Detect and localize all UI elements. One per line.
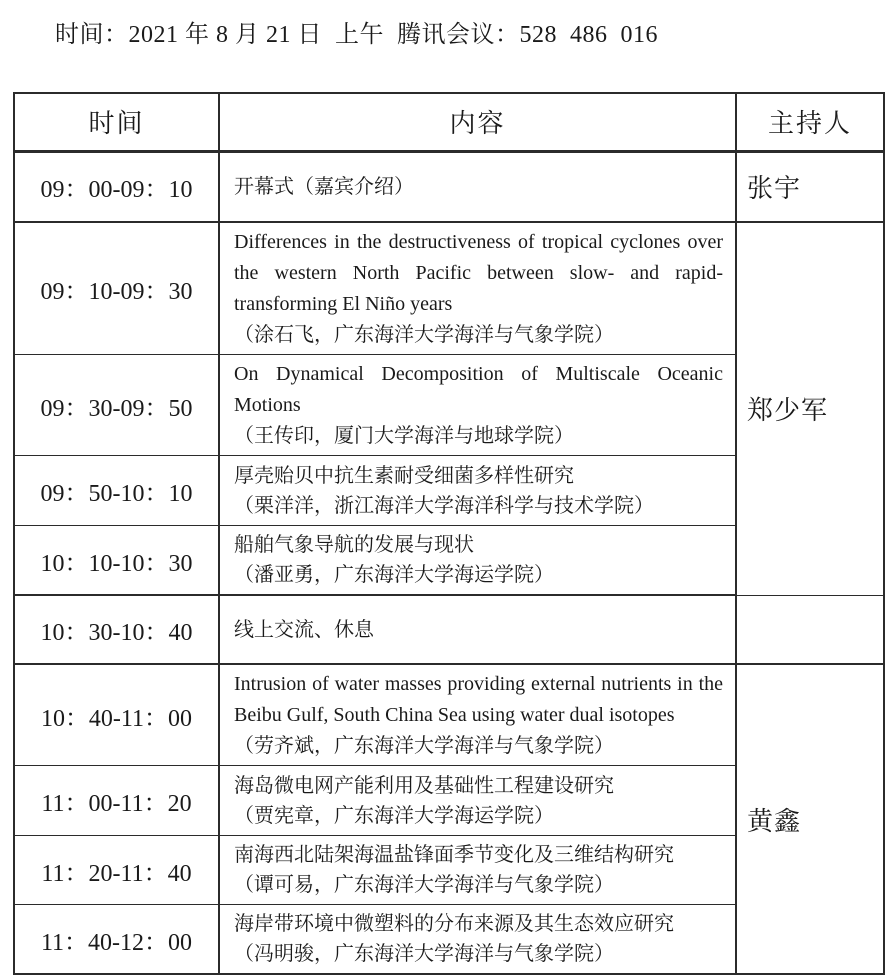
content-cell [219,905,736,975]
session-title: 南海西北陆架海温盐锋面季节变化及三维结构研究 [234,844,674,866]
document-page [0,20,895,972]
content-cell [219,355,736,456]
meeting-info-line: 时间：2021 年 8 月 21 日 上午 腾讯会议：528 486 016 [55,22,658,48]
time-cell: 09：50-10：10 [14,456,219,526]
session-speaker: （谭可易，广东海洋大学海洋与气象学院） [234,874,614,896]
content-cell [219,456,736,526]
header-content: 内容 [219,93,736,151]
table-row [14,222,884,355]
session-speaker: （涂石飞，广东海洋大学海洋与气象学院） [234,324,614,346]
time-cell: 09：00-09：10 [14,151,219,222]
time-cell: 11：00-11：20 [14,766,219,836]
host-cell: 郑少军 [736,222,884,595]
session-speaker: （栗洋洋，浙江海洋大学海洋科学与技术学院） [234,494,654,517]
schedule-table [13,92,885,975]
content-cell [219,836,736,905]
table-header-row [14,93,884,151]
content-cell [219,595,736,664]
session-speaker: （潘亚勇，广东海洋大学海运学院） [234,564,554,586]
content-cell [219,766,736,836]
session-speaker: （冯明骏，广东海洋大学海洋与气象学院） [234,943,614,965]
session-title: 海岸带环境中微塑料的分布来源及其生态效应研究 [234,913,674,935]
host-cell: 张宇 [736,151,884,222]
content-cell [219,526,736,596]
session-title: 厚壳贻贝中抗生素耐受细菌多样性研究 [234,464,574,487]
session-title: Intrusion of water masses providing external nutrients in the Beibu Gulf, South China Sea using water dual isotopes [234,673,723,726]
session-speaker: （贾宪章，广东海洋大学海运学院） [234,804,554,827]
time-cell: 11：40-12：00 [14,905,219,975]
session-title: Differences in the destructiveness of tropical cyclones over the western North Pacific between slow- and rapid-transforming El Niño years [234,231,723,315]
time-cell: 09：30-09：50 [14,355,219,456]
content-cell [219,664,736,766]
header-time: 时间 [14,93,219,151]
content-cell [219,151,736,222]
host-cell: 黄鑫 [736,664,884,974]
time-cell: 10：10-10：30 [14,526,219,596]
session-title: 海岛微电网产能利用及基础性工程建设研究 [234,774,614,797]
content-cell [219,222,736,355]
host-cell [736,595,884,664]
time-cell: 11：20-11：40 [14,836,219,905]
session-title: On Dynamical Decomposition of Multiscale Oceanic Motions [234,363,723,416]
session-title: 开幕式（嘉宾介绍） [234,175,414,198]
session-title: 线上交流、休息 [234,618,374,641]
header-host: 主持人 [736,93,884,151]
session-speaker: （王传印，厦门大学海洋与地球学院） [234,425,574,447]
time-cell: 10：40-11：00 [14,664,219,766]
table-row [14,595,884,664]
session-title: 船舶气象导航的发展与现状 [234,534,474,556]
table-row [14,151,884,222]
session-speaker: （劳齐斌，广东海洋大学海洋与气象学院） [234,735,614,757]
time-cell: 10：30-10：40 [14,595,219,664]
time-cell: 09：10-09：30 [14,222,219,355]
table-row [14,664,884,766]
